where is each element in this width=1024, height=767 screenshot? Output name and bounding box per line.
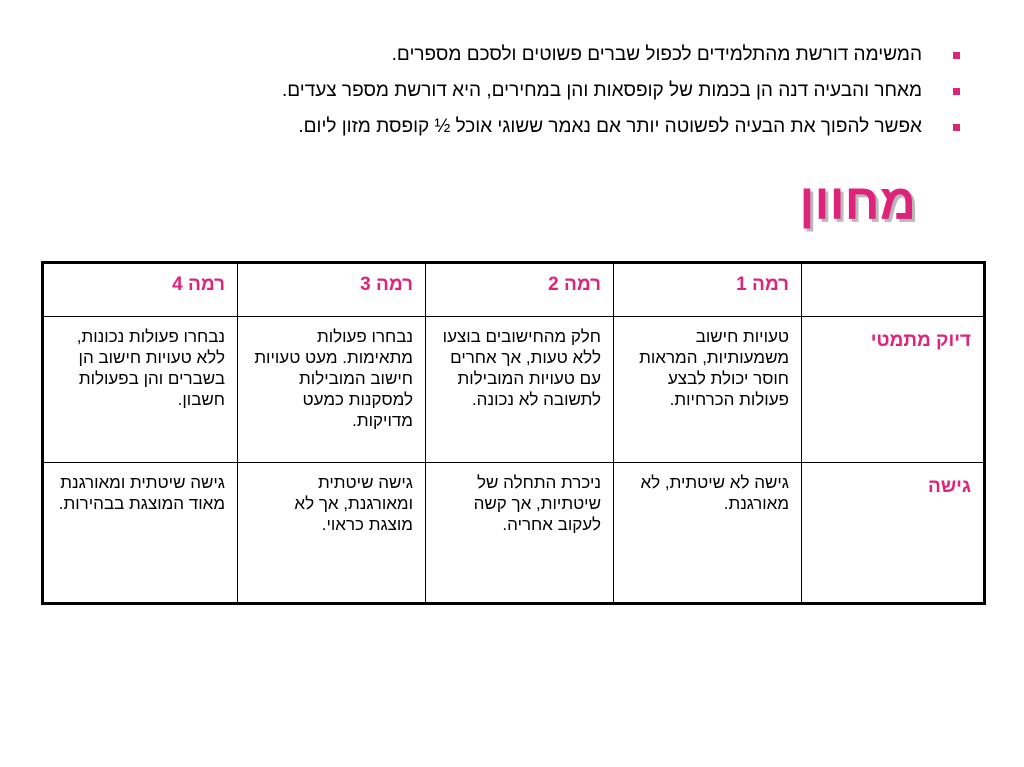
criterion-label: גישה: [802, 463, 985, 604]
table-cell: נבחרו פעולות מתאימות. מעט טעויות חישוב המובילות למסקנות כמעט מדויקות.: [238, 317, 426, 463]
table-cell: טעויות חישוב משמעותיות, המראות חוסר יכולת לבצע פעולות הכרחיות.: [614, 317, 802, 463]
bullet-text: מאחר והבעיה דנה הן בכמות של קופסאות והן במחירים, היא דורשת מספר צעדים.: [281, 80, 922, 101]
table-row: [43, 317, 985, 463]
table-cell: ניכרת התחלה של שיטתיות, אך קשה לעקוב אחריה.: [426, 463, 614, 604]
bullet-list: [62, 44, 962, 152]
table-cell: נבחרו פעולות נכונות, ללא טעויות חישוב הן בשברים והן בפעולות חשבון.: [43, 317, 238, 463]
criterion-label: דיוק מתמטי: [802, 317, 985, 463]
bullet-square-icon: [953, 124, 960, 131]
table-row: [43, 463, 985, 604]
header-level-2: רמה 2: [426, 263, 614, 317]
bullet-square-icon: [953, 52, 960, 59]
slide-title: מחוון: [799, 174, 916, 230]
bullet-text: המשימה דורשת מהתלמידים לכפול שברים פשוטים ולסכם מספרים.: [391, 44, 922, 65]
header-level-1: רמה 1: [614, 263, 802, 317]
header-level-3: רמה 3: [238, 263, 426, 317]
table-cell: חלק מהחישובים בוצעו ללא טעות, אך אחרים עם טעויות המובילות לתשובה לא נכונה.: [426, 317, 614, 463]
bullet-item: [62, 116, 962, 138]
rubric-table: [41, 261, 986, 605]
table-cell: גישה שיטתית ומאורגנת, אך לא מוצגת כראוי.: [238, 463, 426, 604]
header-corner-cell: [802, 263, 985, 317]
table-cell: גישה שיטתית ומאורגנת מאוד המוצגת בבהירות.: [43, 463, 238, 604]
bullet-square-icon: [953, 88, 960, 95]
bullet-item: [62, 44, 962, 66]
bullet-text: אפשר להפוך את הבעיה לפשוטה יותר אם נאמר ששוגי אוכל ½ קופסת מזון ליום.: [298, 116, 922, 137]
table-header-row: [43, 263, 985, 317]
bullet-item: [62, 80, 962, 102]
header-level-4: רמה 4: [43, 263, 238, 317]
table-cell: גישה לא שיטתית, לא מאורגנת.: [614, 463, 802, 604]
